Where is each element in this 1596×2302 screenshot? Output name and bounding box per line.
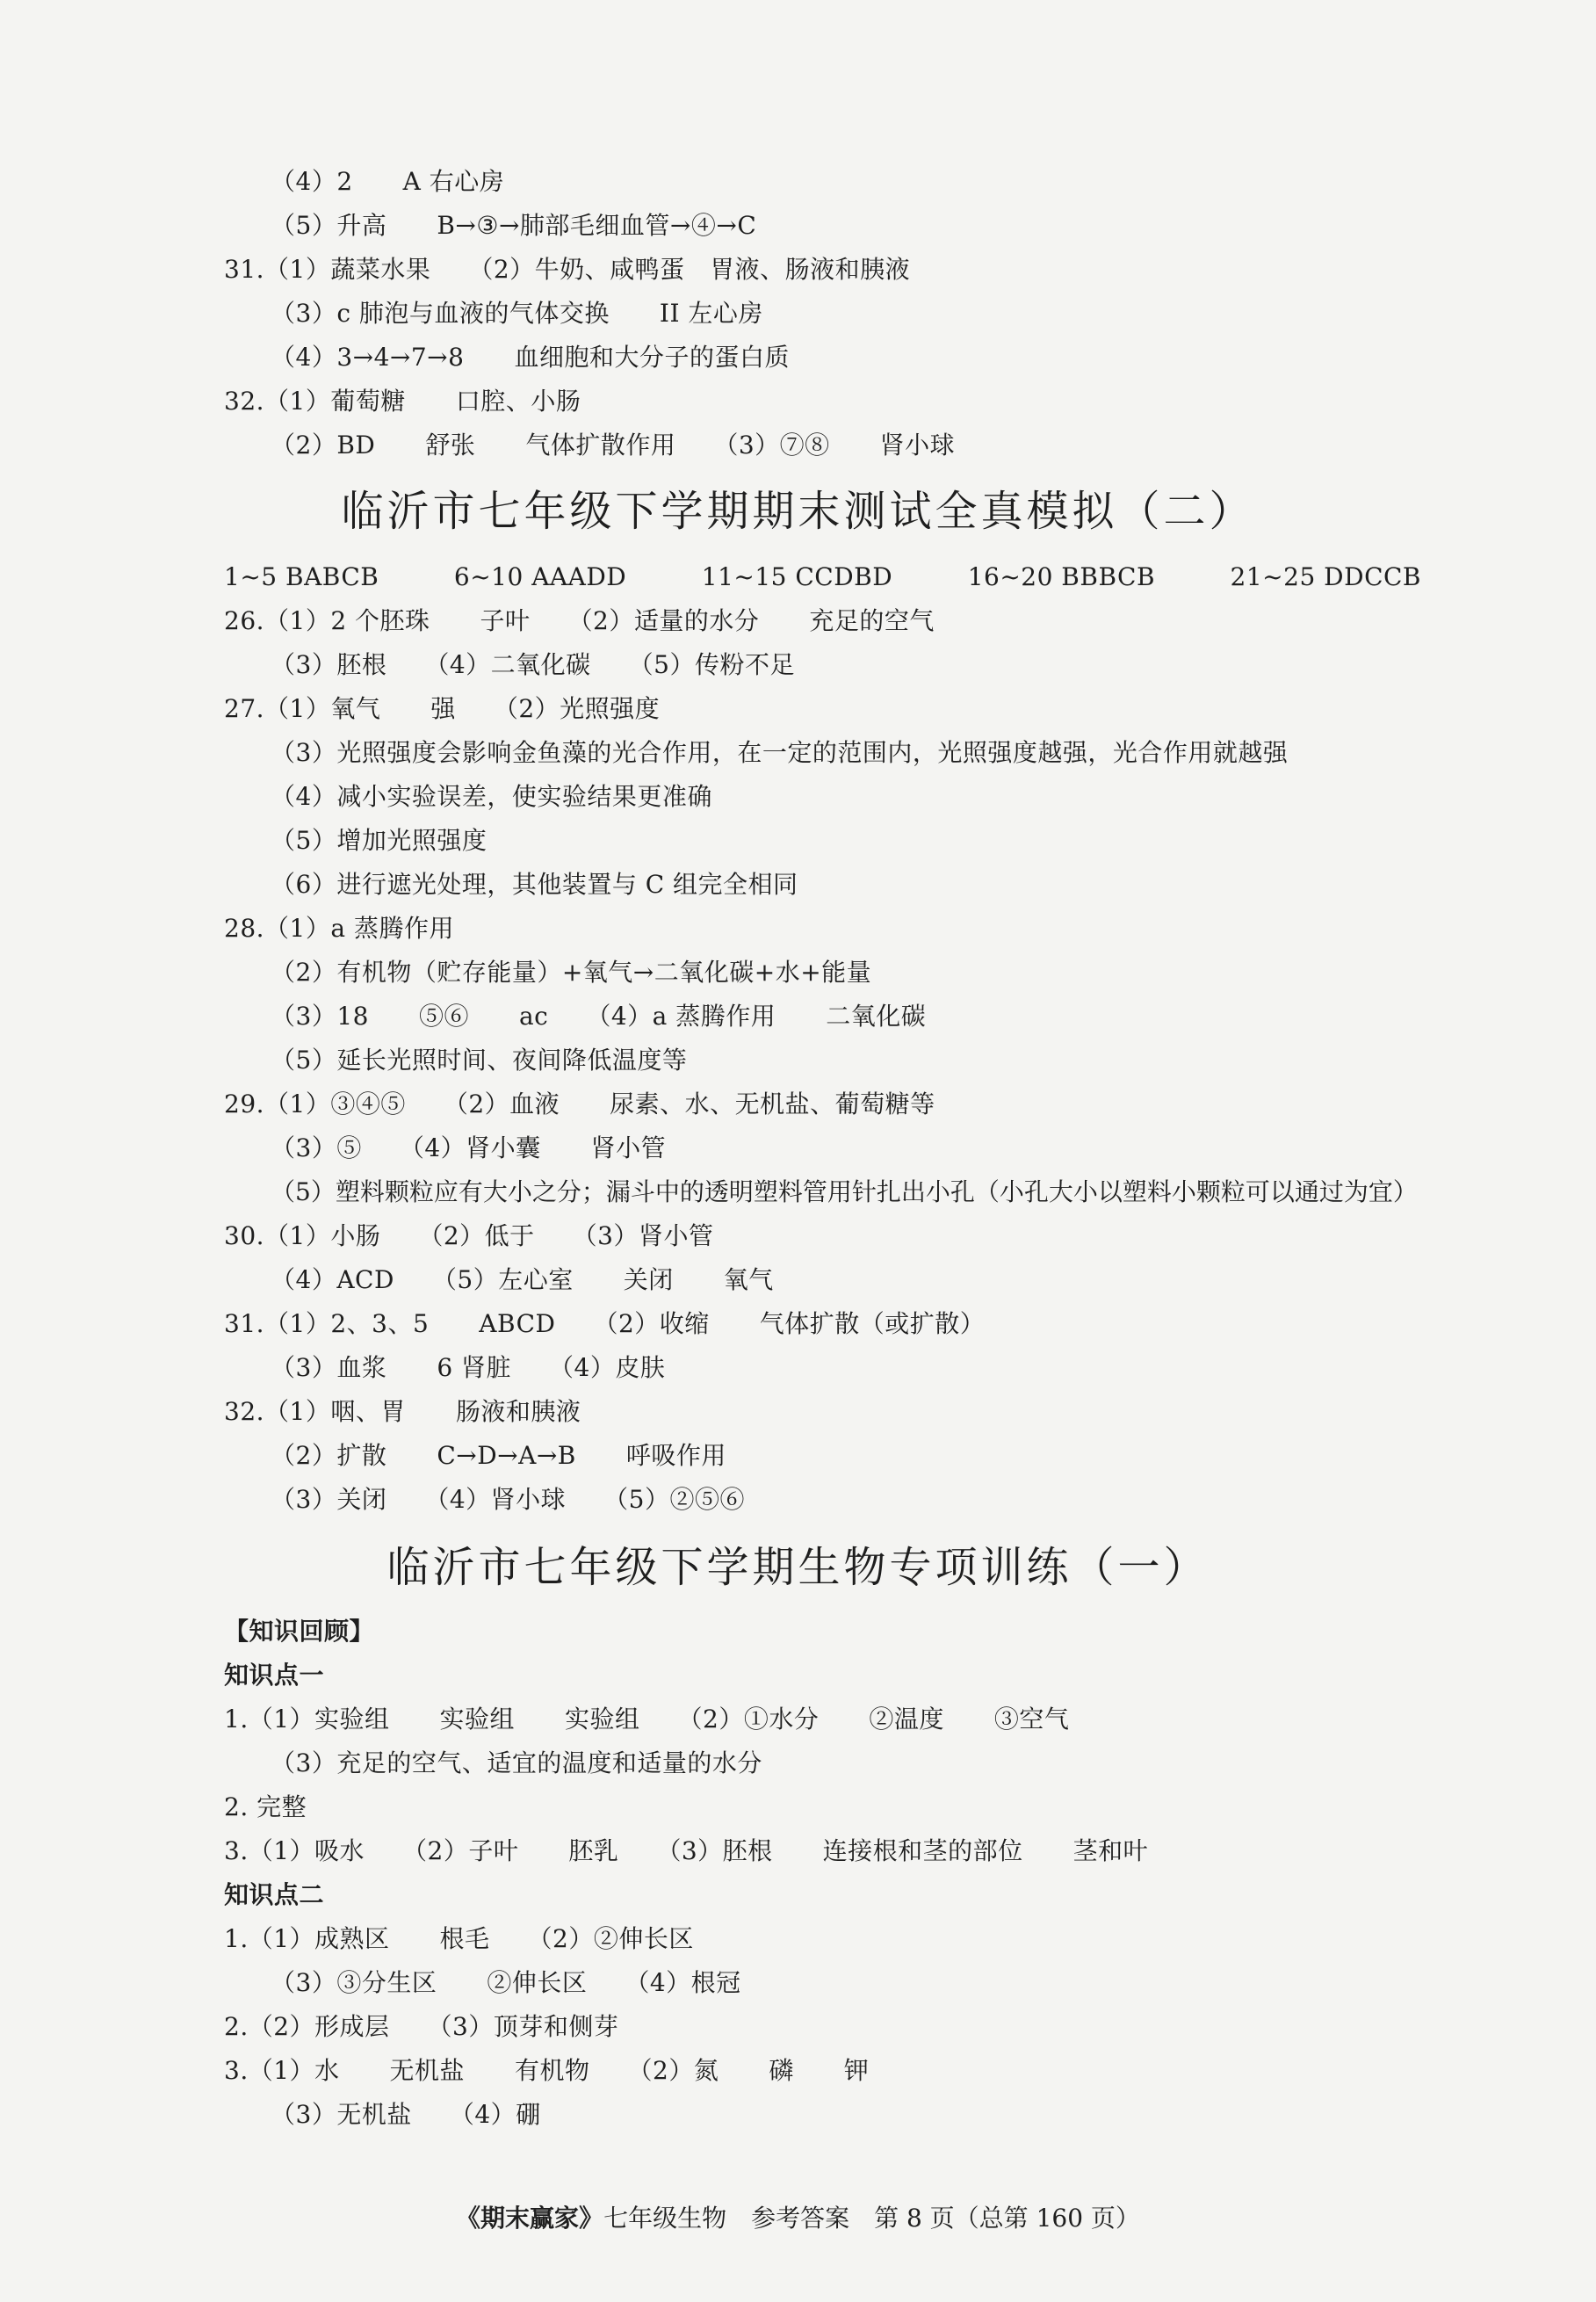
answer-line: 26.（1）2 个胚珠 子叶 （2）适量的水分 充足的空气	[224, 606, 935, 635]
answer-line: 31.（1）2、3、5 ABCD （2）收缩 气体扩散（或扩散）	[224, 1309, 986, 1338]
answer-line: （5）升高 B→③→肺部毛细血管→④→C	[271, 211, 757, 240]
answer-line: （3）⑤ （4）肾小囊 肾小管	[271, 1133, 667, 1162]
answer-line: （4）3→4→7→8 血细胞和大分子的蛋白质	[271, 343, 790, 372]
section-title: 临沂市七年级下学期生物专项训练（一）	[386, 1543, 1210, 1592]
answer-line: 31.（1）蔬菜水果 （2）牛奶、咸鸭蛋 胃液、肠液和胰液	[224, 255, 911, 284]
answer-line: （2）扩散 C→D→A→B 呼吸作用	[271, 1441, 726, 1470]
footer-info: 七年级生物 参考答案 第 8 页（总第 160 页）	[603, 2204, 1140, 2233]
answer-line: （3）胚根 （4）二氧化碳 （5）传粉不足	[271, 650, 795, 679]
book-title: 《期末赢家》	[456, 2204, 604, 2233]
answer-line: （5）延长光照时间、夜间降低温度等	[271, 1046, 688, 1075]
answer-line: （3）关闭 （4）肾小球 （5）②⑤⑥	[271, 1485, 745, 1514]
knowledge-point-heading: 知识点二	[224, 1880, 325, 1909]
answer-line: （2）BD 舒张 气体扩散作用 （3）⑦⑧ 肾小球	[271, 431, 956, 460]
answer-line: （3）③分生区 ②伸长区 （4）根冠	[271, 1968, 741, 1997]
answer-line: （3）光照强度会影响金鱼藻的光合作用，在一定的范围内，光照强度越强，光合作用就越强	[271, 738, 1289, 767]
answer-line: 32.（1）葡萄糖 口腔、小肠	[224, 387, 581, 416]
answer-line: （4）2 A 右心房	[271, 167, 505, 196]
answer-line: 2.（2）形成层 （3）顶芽和侧芽	[224, 2012, 619, 2041]
answer-line: 29.（1）③④⑤ （2）血液 尿素、水、无机盐、葡萄糖等	[224, 1089, 935, 1118]
answer-line: （4）减小实验误差，使实验结果更准确	[271, 782, 712, 811]
answer-line: 1.（1）成熟区 根毛 （2）②伸长区	[224, 1924, 694, 1953]
answer-line: （3）18 ⑤⑥ ac （4）a 蒸腾作用 二氧化碳	[271, 1002, 927, 1031]
answer-line: 32.（1）咽、胃 肠液和胰液	[224, 1397, 581, 1426]
knowledge-point-heading: 知识点一	[224, 1661, 325, 1690]
answer-line: 28.（1）a 蒸腾作用	[224, 914, 454, 943]
answer-line: 1.（1）实验组 实验组 实验组 （2）①水分 ②温度 ③空气	[224, 1705, 1070, 1734]
answer-line: 3.（1）水 无机盐 有机物 （2）氮 磷 钾	[224, 2056, 870, 2085]
answer-line: 30.（1）小肠 （2）低于 （3）肾小管	[224, 1221, 714, 1250]
answer-line: （3）血浆 6 肾脏 （4）皮肤	[271, 1353, 666, 1382]
multiple-choice-answers: 1~5 BABCB 6~10 AAADD 11~15 CCDBD 16~20 BBBCB 21~25 DDCCB	[224, 562, 1421, 591]
answer-line: 2. 完整	[224, 1792, 307, 1821]
section-title: 临沂市七年级下学期期末测试全真模拟（二）	[341, 487, 1255, 536]
review-heading: 【知识回顾】	[224, 1617, 375, 1646]
answer-line: （3）无机盐 （4）硼	[271, 2100, 541, 2129]
answer-line: （3）c 肺泡与血液的气体交换 II 左心房	[271, 299, 763, 328]
answer-line: 27.（1）氧气 强 （2）光照强度	[224, 694, 661, 723]
answer-line: （6）进行遮光处理，其他装置与 C 组完全相同	[271, 870, 798, 899]
answer-line: （5）增加光照强度	[271, 826, 487, 855]
answer-line: （4）ACD （5）左心室 关闭 氧气	[271, 1265, 774, 1294]
answer-line: （5）塑料颗粒应有大小之分；漏斗中的透明塑料管用针扎出小孔（小孔大小以塑料小颗粒可以通过为宜）	[271, 1177, 1418, 1206]
answer-line: （3）充足的空气、适宜的温度和适量的水分	[271, 1748, 762, 1777]
page-footer	[0, 2204, 1596, 2233]
answer-line: 3.（1）吸水 （2）子叶 胚乳 （3）胚根 连接根和茎的部位 茎和叶	[224, 1836, 1149, 1865]
answer-line: （2）有机物（贮存能量）+氧气→二氧化碳+水+能量	[271, 958, 872, 987]
